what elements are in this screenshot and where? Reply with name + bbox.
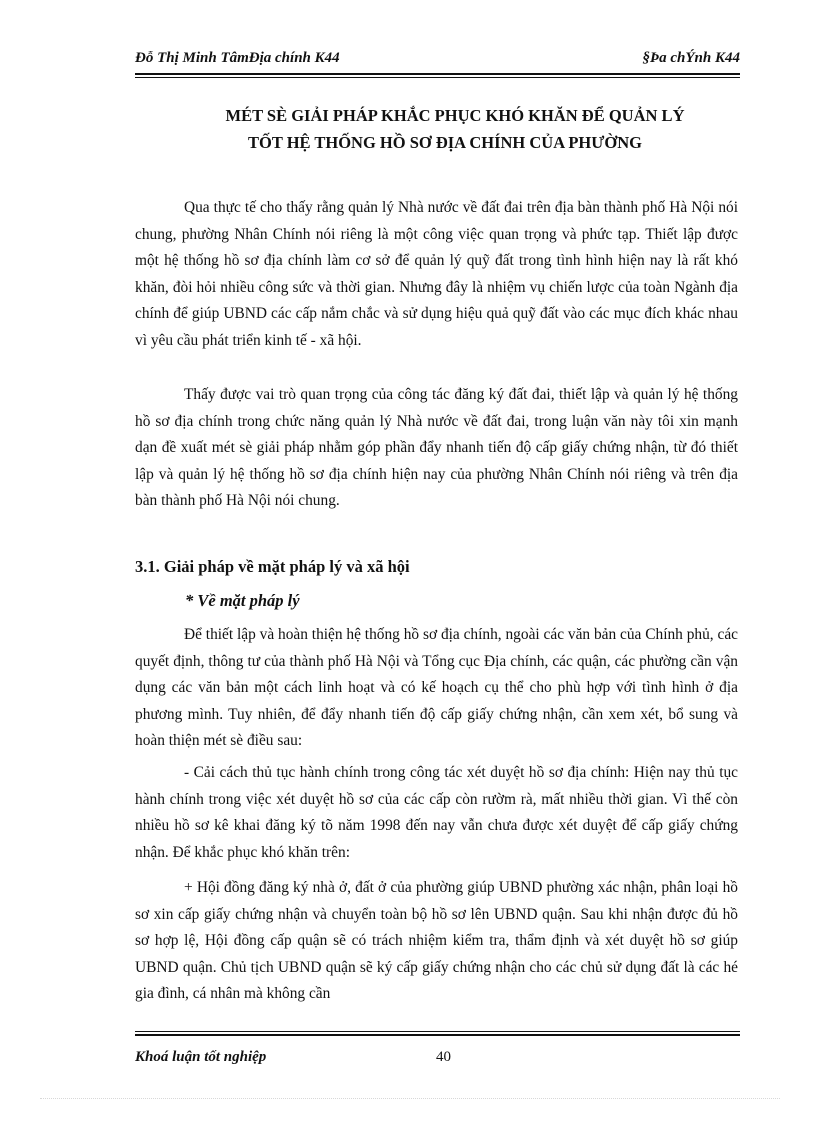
page-header <box>135 48 740 74</box>
section-heading: 3.1. Giải pháp về mặt pháp lý và xã hội <box>135 557 410 576</box>
footer-thesis-label: Khoá luận tốt nghiệp <box>135 1049 267 1065</box>
footer-rule-thick <box>135 1034 740 1036</box>
paragraph-intro-1: Qua thực tế cho thấy rằng quản lý Nhà nước về đất đai trên địa bàn thành phố Hà Nội nói chung, phường Nhân Chính nói riêng là một công việc quan trọng và phức tạp. Thiết lập được một hệ thống hồ sơ địa chính làm cơ sở để quản lý quỹ đất trong tình hình hiện nay là rất khó khăn, đòi hỏi nhiều công sức và thời gian. Nhưng đây là nhiệm vụ chiến lược của toàn Ngành địa chính để giúp UBND các cấp nắm chắc và sử dụng hiệu quả quỹ đất vào các mục đích khác nhau vì yêu cầu phát triển kinh tế - xã hội. <box>135 199 738 349</box>
page-title-line-1: MÉT SÈ GIẢI PHÁP KHẮC PHỤC KHÓ KHĂN ĐỂ QUẢN LÝ <box>225 106 685 125</box>
header-class: §Þa chÝnh K44 <box>642 50 740 66</box>
page-edge-dotted-line <box>40 1098 780 1099</box>
header-rule-thick <box>135 73 740 75</box>
page-title-line-2: TỐT HỆ THỐNG HỒ SƠ ĐỊA CHÍNH CỦA PHƯỜNG <box>248 133 642 152</box>
page-number: 40 <box>436 1049 451 1065</box>
header-rule-thin <box>135 77 740 78</box>
header-author: Đỗ Thị Minh TâmĐịa chính K44 <box>135 50 340 66</box>
paragraph-legal-1: Để thiết lập và hoàn thiện hệ thống hồ sơ địa chính, ngoài các văn bản của Chính phủ, các quyết định, thông tư của thành phố Hà Nội và Tổng cục Địa chính, các quận, các phường cần vận dụng các văn bản một cách linh hoạt và có kế hoạch cụ thể cho phù hợp với tình hình ở địa phương mình. Tuy nhiên, để đẩy nhanh tiến độ cấp giấy chứng nhận, cần xem xét, bổ sung và hoàn thiện mét sè điều sau: <box>135 626 738 749</box>
paragraph-legal-3: + Hội đồng đăng ký nhà ở, đất ở của phường giúp UBND phường xác nhận, phân loại hồ sơ xin cấp giấy chứng nhận và chuyển toàn bộ hồ sơ lên UBND quận. Sau khi nhận được đủ hồ sơ hợp lệ, Hội đồng cấp quận sẽ có trách nhiệm kiểm tra, thẩm định và xét duyệt hồ sơ giúp UBND quận. Chủ tịch UBND quận sẽ ký cấp giấy chứng nhận cho các chủ sử dụng đất là các hé gia đình, cá nhân mà không cần <box>135 879 738 1002</box>
paragraph-legal-2: - Cải cách thủ tục hành chính trong công tác xét duyệt hồ sơ địa chính: Hiện nay thủ tục hành chính trong việc xét duyệt hồ sơ của các cấp còn rườm rà, mất nhiều thời gian. Vì thế còn nhiều hồ sơ kê khai đăng ký tõ năm 1998 đến nay vẫn chưa được xét duyệt để cấp giấy chứng nhận. Để khắc phục khó khăn trên: <box>135 764 738 861</box>
paragraph-intro-2: Thấy được vai trò quan trọng của công tác đăng ký đất đai, thiết lập và quản lý hệ thống hồ sơ địa chính trong chức năng quản lý Nhà nước về đất đai, trong luận văn này tôi xin mạnh dạn đề xuất mét sè giải pháp nhằm góp phần đẩy nhanh tiến độ cấp giấy chứng nhận, từ đó thiết lập và quản lý hệ thống hồ sơ địa chính hiện nay của phường Nhân Chính nói riêng và trên địa bàn thành phố Hà Nội nói chung. <box>135 386 738 509</box>
footer-rule-thin <box>135 1031 740 1032</box>
subsection-heading: * Về mặt pháp lý <box>185 591 300 610</box>
